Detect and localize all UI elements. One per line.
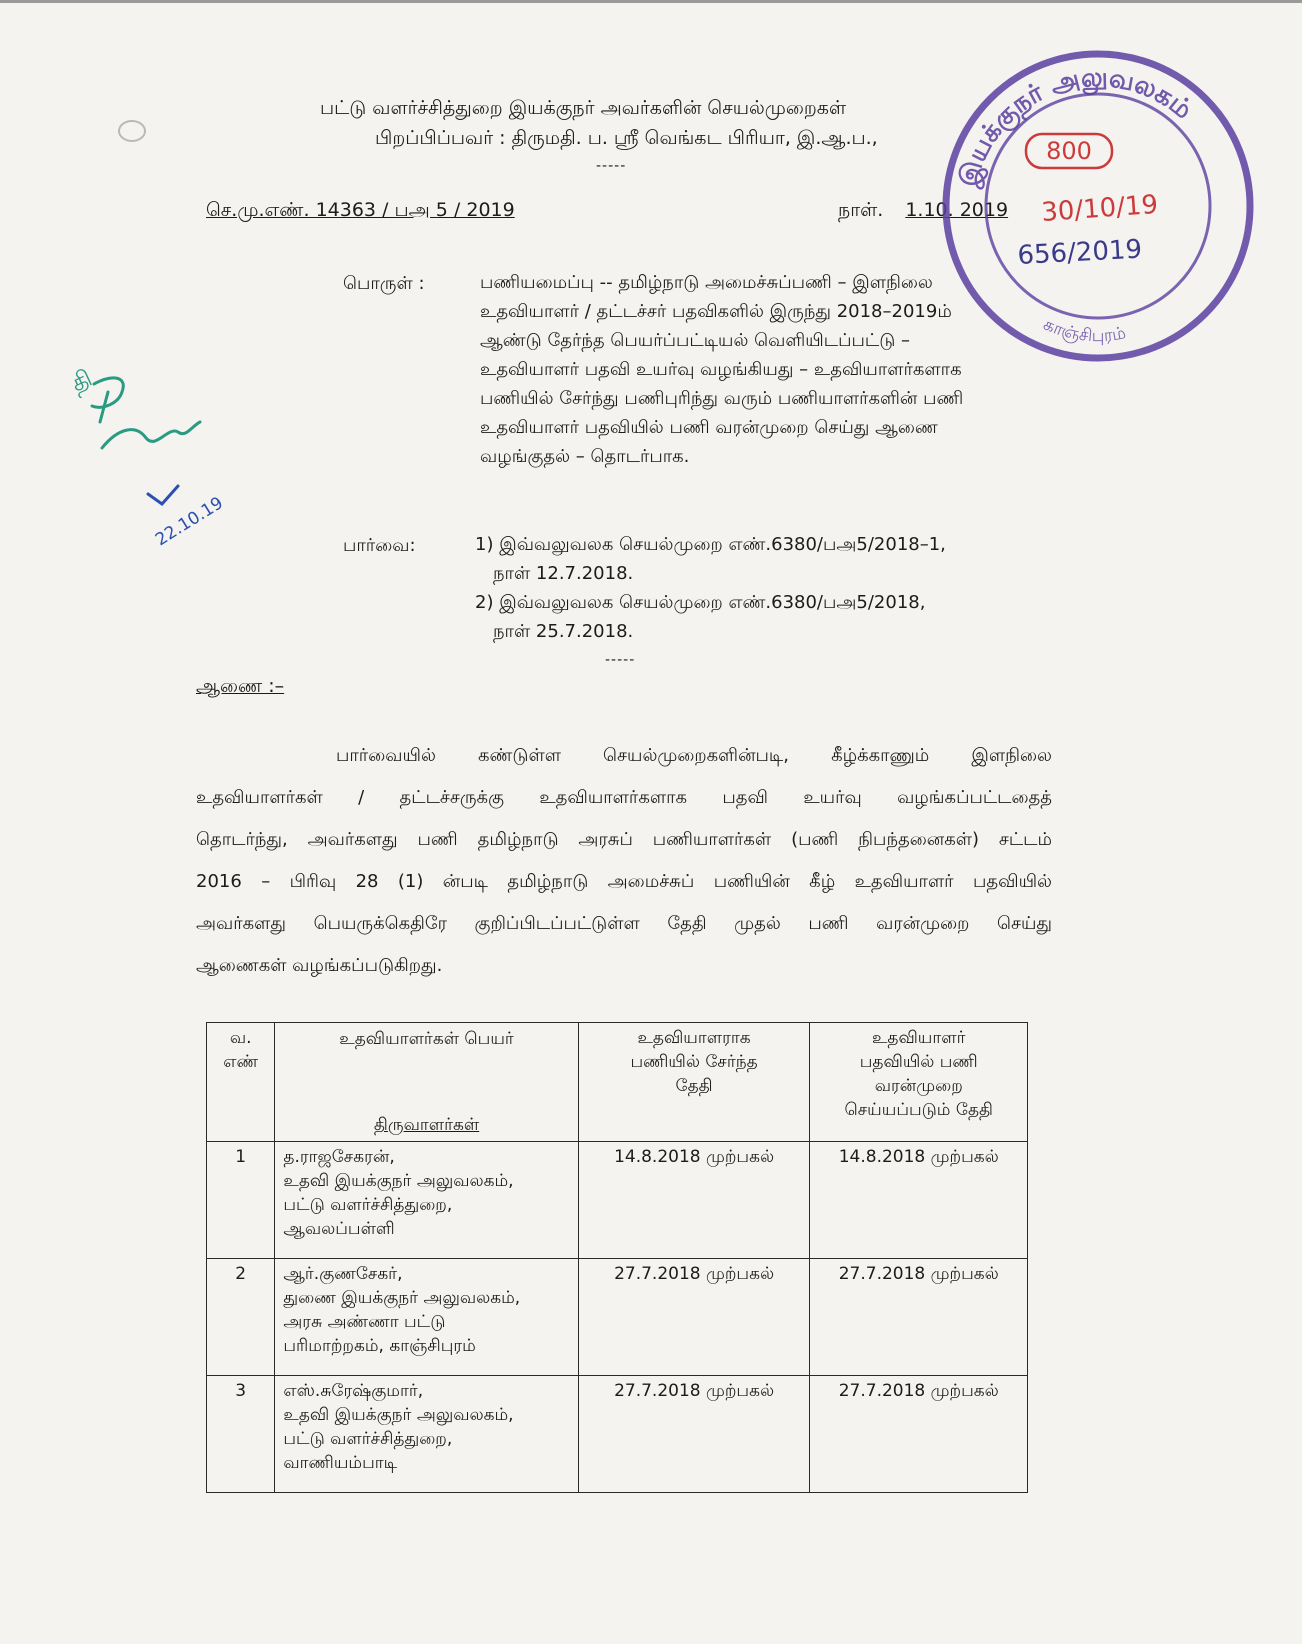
stamp-file-number: 656/2019 [1016, 234, 1143, 271]
stamp-inner-ring [986, 94, 1210, 318]
header-joined: உதவியாளராக பணியில் சேர்ந்த தேதி [578, 1023, 810, 1142]
header-title: பட்டு வளர்ச்சித்துறை இயக்குநர் அவர்களின் செயல்முறைகள் [320, 97, 847, 119]
subject-line: வழங்குதல் – தொடர்பாக. [480, 446, 690, 467]
order-line: அவர்களது பெயருக்கெதிரே குறிப்பிடப்பட்டுள்ள தேதி முதல் பணி வரன்முறை செய்து [196, 913, 1052, 934]
references-divider: ----- [605, 652, 636, 668]
order-line: உதவியாளர்கள் / தட்டச்சருக்கு உதவியாளர்களாக பதவி உயர்வு வழங்கப்பட்டதைத் [196, 787, 1052, 808]
header-issuer: பிறப்பிப்பவர் : திருமதி. ப. ஸ்ரீ வெங்கட பிரியா, இ.ஆ.ப., [375, 127, 878, 149]
stamp-place: காஞ்சிபுரம் [1040, 314, 1128, 347]
subject-line: உதவியாளர் / தட்டச்சர் பதவிகளில் இருந்து 2018–2019ம் [480, 301, 952, 322]
stamp-number-box [1026, 134, 1112, 168]
table-row [207, 1142, 1028, 1259]
stamp-date: 30/10/19 [1040, 189, 1159, 228]
order-line: 2016 – பிரிவு 28 (1) ன்படி தமிழ்நாடு அமைச்சுப் பணியின் கீழ் உதவியாளர் பதவியில் [196, 871, 1052, 892]
handwritten-date-text: 22.10.19 [152, 493, 227, 551]
reference-item-1-date: நாள் 12.7.2018. [493, 563, 634, 584]
cell-sno: 3 [207, 1376, 275, 1493]
order-line: தொடர்ந்து, அவர்களது பணி தமிழ்நாடு அரசுப் பணியாளர்கள் (பணி நிபந்தனைகள்) சட்டம் [196, 829, 1052, 850]
subject-label: பொருள் : [343, 273, 425, 294]
scan-mark [118, 120, 146, 142]
staff-table [206, 1022, 1028, 1493]
cell-sno: 1 [207, 1142, 275, 1259]
date-value: 1.10. 2019 [905, 199, 1009, 221]
subject-line: பணியில் சேர்ந்து பணிபுரிந்து வரும் பணியாளர்களின் பணி [480, 388, 964, 409]
header-name [275, 1023, 578, 1142]
subject-line: ஆண்டு தேர்ந்த பெயர்ப்பட்டியல் வெளியிடப்பட்டு – [480, 330, 910, 351]
cell-sno: 2 [207, 1259, 275, 1376]
table-row [207, 1259, 1028, 1376]
date-label: நாள். [838, 199, 884, 221]
header-divider: ----- [596, 158, 627, 174]
cell-regularised: 27.7.2018 முற்பகல் [810, 1259, 1028, 1376]
reference-date [838, 198, 1008, 222]
cell-joined: 14.8.2018 முற்பகல் [578, 1142, 810, 1259]
header-name-bottom: திருவாளர்கள் [373, 1115, 480, 1135]
cell-regularised: 27.7.2018 முற்பகல் [810, 1376, 1028, 1493]
stamp-number: 800 [1046, 137, 1092, 165]
references-label: பார்வை: [343, 535, 416, 556]
cell-name: எஸ்.சுரேஷ்குமார், உதவி இயக்குநர் அலுவலகம், பட்டு வளர்ச்சித்துறை, வாணியம்பாடி [275, 1376, 578, 1493]
cell-name: த.ராஜசேகரன், உதவி இயக்குநர் அலுவலகம், பட்டு வளர்ச்சித்துறை, ஆவலப்பள்ளி [275, 1142, 578, 1259]
cell-joined: 27.7.2018 முற்பகல் [578, 1376, 810, 1493]
references-list [475, 530, 946, 646]
subject-line: உதவியாளர் பதவி உயர்வு வழங்கியது – உதவியாளர்களாக [480, 359, 962, 380]
cell-joined: 27.7.2018 முற்பகல் [578, 1259, 810, 1376]
handwritten-initial [64, 352, 214, 472]
subject-text [480, 268, 1010, 471]
order-line: ஆணைகள் வழங்கப்படுகிறது. [196, 955, 443, 976]
subject-line: பணியமைப்பு -- தமிழ்நாடு அமைச்சுப்பணி – இளநிலை [480, 272, 933, 293]
reference-number: செ.மு.எண். 14363 / பஅ 5 / 2019 [206, 199, 515, 221]
reference-item-2: 2) இவ்வலுவலக செயல்முறை எண்.6380/பஅ5/2018, [475, 592, 926, 613]
stamp-top-text: இயக்குநர் அலுவலகம் [953, 62, 1198, 190]
reference-item-1: 1) இவ்வலுவலக செயல்முறை எண்.6380/பஅ5/2018–1, [475, 534, 946, 555]
subject-line: உதவியாளர் பதவியில் பணி வரன்முறை செய்து ஆணை [480, 417, 938, 438]
header-regularised: உதவியாளர் பதவியில் பணி வரன்முறை செய்யப்படும் தேதி [810, 1023, 1028, 1142]
scan-edge [0, 0, 1302, 3]
order-label: ஆணை :– [196, 675, 285, 697]
header-sno: வ. எண் [207, 1023, 275, 1142]
table-row [207, 1376, 1028, 1493]
handwritten-date-note [140, 480, 260, 560]
cell-name: ஆர்.குணசேகர், துணை இயக்குநர் அலுவலகம், அரசு அண்ணா பட்டு பரிமாற்றகம், காஞ்சிபுரம் [275, 1259, 578, 1376]
order-paragraph [196, 735, 1052, 987]
order-line: பார்வையில் கண்டுள்ள செயல்முறைகளின்படி, கீழ்க்காணும் இளநிலை [336, 745, 1052, 766]
header-name-top: உதவியாளர்கள் பெயர் [339, 1029, 514, 1049]
reference-item-2-date: நாள் 25.7.2018. [493, 621, 634, 642]
table-header-row [207, 1023, 1028, 1142]
cell-regularised: 14.8.2018 முற்பகல் [810, 1142, 1028, 1259]
initial-text: தி [66, 363, 97, 398]
